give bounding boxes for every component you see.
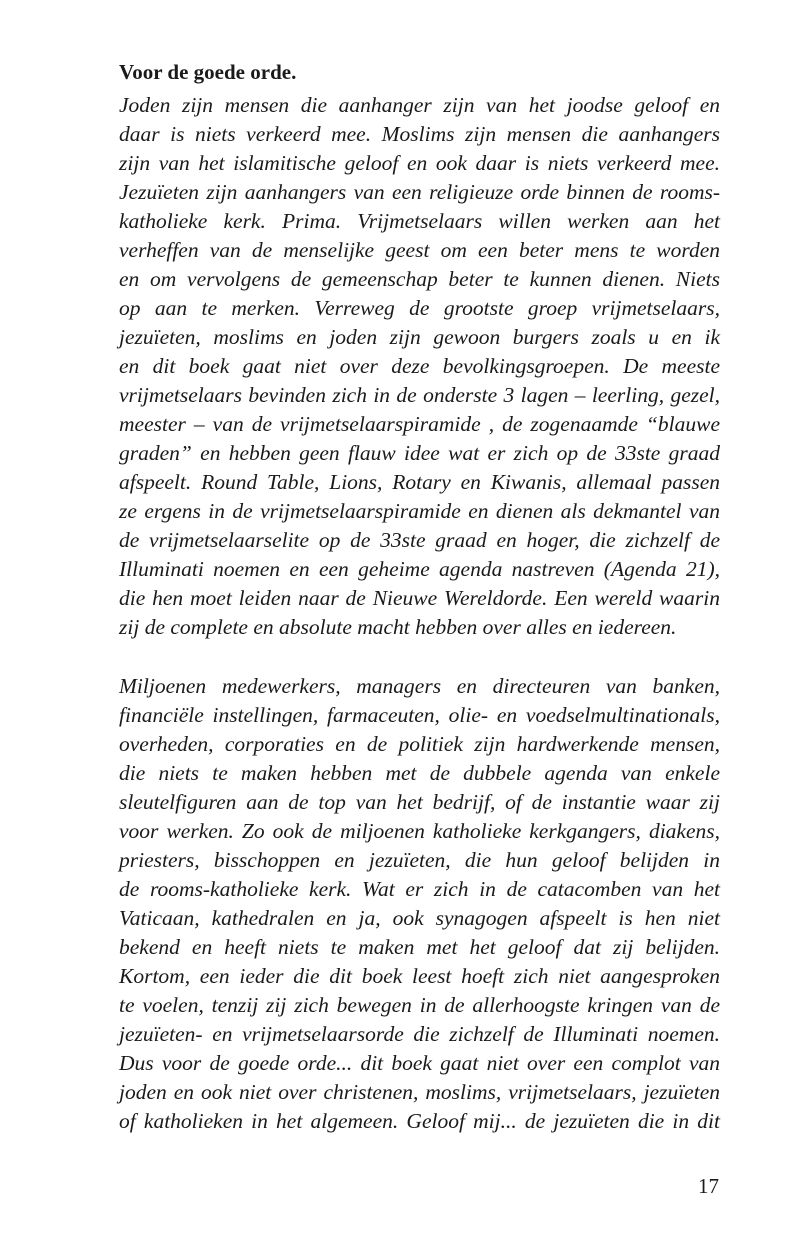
text-line: sleutelfiguren aan de top van het bedrijf, of de instantie waar zij <box>119 790 720 814</box>
text-line: bekend en heeft niets te maken met het geloof dat zij belijden. <box>119 935 720 959</box>
text-line: jezuïeten, moslims en joden zijn gewoon burgers zoals u en ik <box>119 325 720 349</box>
text-line: priesters, bisschoppen en jezuïeten, die hun geloof belijden in <box>119 848 720 872</box>
text-line: Vaticaan, kathedralen en ja, ook synagogen afspeelt is hen niet <box>119 906 720 930</box>
text-line: verheffen van de menselijke geest om een beter mens te worden <box>119 238 720 262</box>
text-line: meester – van de vrijmetselaarspiramide , de zogenaamde “blauwe <box>119 412 720 436</box>
text-line: katholieke kerk. Prima. Vrijmetselaars willen werken aan het <box>119 209 720 233</box>
section-heading: Voor de goede orde. <box>119 60 297 84</box>
text-line: te voelen, tenzij zij zich bewegen in de allerhoogste kringen van de <box>119 993 720 1017</box>
text-line: Illuminati noemen en een geheime agenda nastreven (Agenda 21), <box>119 557 720 581</box>
text-line: of katholieken in het algemeen. Geloof mij... de jezuïeten die in dit <box>119 1109 720 1133</box>
text-line: zijn van het islamitische geloof en ook daar is niets verkeerd mee. <box>119 151 720 175</box>
text-line: jezuïeten- en vrijmetselaarsorde die zichzelf de Illuminati noemen. <box>119 1022 720 1046</box>
text-line: Jezuïeten zijn aanhangers van een religieuze orde binnen de rooms- <box>119 180 720 204</box>
text-line: afspeelt. Round Table, Lions, Rotary en Kiwanis, allemaal passen <box>119 470 720 494</box>
text-line: daar is niets verkeerd mee. Moslims zijn mensen die aanhangers <box>119 122 720 146</box>
text-line: Dus voor de goede orde... dit boek gaat niet over een complot van <box>119 1051 720 1075</box>
text-line: Kortom, een ieder die dit boek leest hoeft zich niet aangesproken <box>119 964 720 988</box>
text-line: ze ergens in de vrijmetselaarspiramide en dienen als dekmantel van <box>119 499 720 523</box>
text-line: overheden, corporaties en de politiek zijn hardwerkende mensen, <box>119 732 720 756</box>
text-line: financiële instellingen, farmaceuten, olie- en voedselmultinationals, <box>119 703 720 727</box>
text-line: voor werken. Zo ook de miljoenen katholieke kerkgangers, diakens, <box>119 819 720 843</box>
text-line: graden” en hebben geen flauw idee wat er zich op de 33ste graad <box>119 441 720 465</box>
text-line: Joden zijn mensen die aanhanger zijn van het joodse geloof en <box>119 93 720 117</box>
text-line: vrijmetselaars bevinden zich in de onderste 3 lagen – leerling, gezel, <box>119 383 720 407</box>
text-line: de vrijmetselaarselite op de 33ste graad en hoger, die zichzelf de <box>119 528 720 552</box>
text-line: de rooms-katholieke kerk. Wat er zich in de catacomben van het <box>119 877 720 901</box>
text-line: joden en ook niet over christenen, moslims, vrijmetselaars, jezuïeten <box>119 1080 720 1104</box>
text-line: die hen moet leiden naar de Nieuwe Wereldorde. Een wereld waarin <box>119 586 720 610</box>
page-number: 17 <box>698 1174 719 1198</box>
text-line: Miljoenen medewerkers, managers en directeuren van banken, <box>119 674 720 698</box>
text-line: die niets te maken hebben met de dubbele agenda van enkele <box>119 761 720 785</box>
text-line: en dit boek gaat niet over deze bevolkingsgroepen. De meeste <box>119 354 720 378</box>
text-line: zij de complete en absolute macht hebben over alles en iedereen. <box>119 615 677 639</box>
text-line: op aan te merken. Verreweg de grootste groep vrijmetselaars, <box>119 296 720 320</box>
text-line: en om vervolgens de gemeenschap beter te kunnen dienen. Niets <box>119 267 720 291</box>
